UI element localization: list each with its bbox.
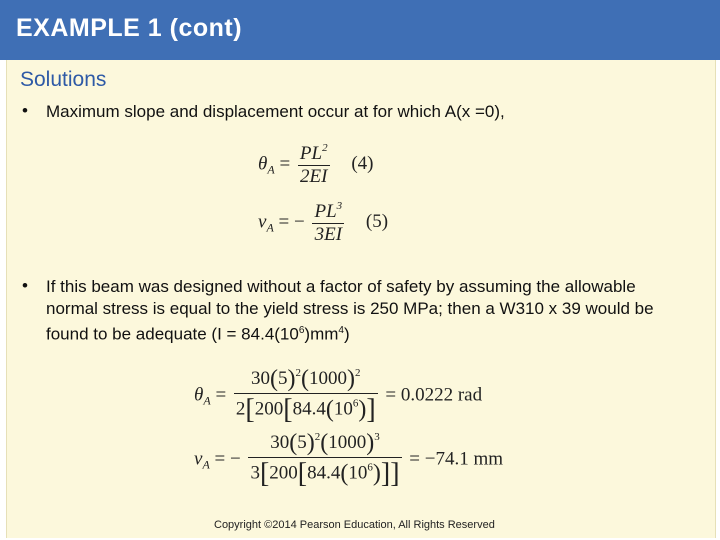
eq-lhs: v bbox=[258, 211, 267, 233]
eq-label: (5) bbox=[365, 211, 389, 233]
eq-label: (4) bbox=[351, 153, 374, 175]
calc-num-a: 30 bbox=[251, 367, 271, 389]
bullet-exponent: 6 bbox=[298, 325, 305, 336]
bullet-text-part: If this beam was designed without a factor of safety by assuming the allowable normal stress is equal to the yield stress is 250 MPa; then a W310 x 39 would be found to be adequate (I = 84.4(10 bbox=[46, 277, 654, 344]
eq-equals: = bbox=[279, 153, 291, 175]
calc-lhs: v bbox=[194, 448, 203, 470]
calc-num-b: 5 bbox=[278, 367, 288, 389]
calc-den-c: 84.4 bbox=[292, 398, 326, 420]
bullet-marker: • bbox=[22, 276, 28, 295]
calc-den-d: 10 bbox=[348, 462, 368, 484]
calc-num-a: 30 bbox=[270, 431, 290, 453]
calc-den-d: 10 bbox=[333, 398, 353, 420]
eq-lhs-sub: A bbox=[267, 162, 275, 177]
calc-num-sup2: 2 bbox=[355, 366, 361, 379]
calc-fraction: $\frac{30(5)^2(1000)^2}{2[200[84.4(10^6)]}$ bbox=[235, 366, 376, 425]
calc-den-b: 200 bbox=[269, 462, 298, 484]
calc-result: = 0.0222 rad bbox=[385, 384, 483, 406]
calc-num-c: 1000 bbox=[309, 367, 348, 389]
eq-equals: = − bbox=[278, 211, 305, 233]
copyright-notice: Copyright ©2014 Pearson Education, All Rights Reserved bbox=[214, 519, 495, 531]
eq-lhs-sub: A bbox=[266, 220, 274, 235]
eq-num-sup: 3 bbox=[336, 200, 343, 212]
calc-fraction: $\frac{30(5)^2(1000)^3}{3[200[84.4(10^6)]]}$ bbox=[250, 430, 400, 489]
calc-num-b: 5 bbox=[297, 431, 307, 453]
equation-5 bbox=[258, 200, 388, 246]
slide-title: EXAMPLE 1 (cont) bbox=[16, 14, 243, 42]
calc-den-sup: 6 bbox=[367, 461, 373, 474]
eq-denominator: 2EI bbox=[300, 166, 328, 187]
calc-den-c: 84.4 bbox=[307, 462, 341, 484]
calc-num-sup1: 2 bbox=[295, 366, 302, 379]
eq-num-sup: 2 bbox=[322, 142, 328, 154]
calc-lhs-sub: A bbox=[202, 457, 210, 472]
calc-lhs: θ bbox=[194, 384, 204, 406]
eq-fraction bbox=[312, 200, 344, 246]
calc-equals: = − bbox=[214, 448, 241, 470]
equation-4 bbox=[258, 142, 374, 188]
calc-equals: = bbox=[215, 384, 227, 406]
section-title: Solutions bbox=[20, 68, 107, 91]
eq-fraction bbox=[298, 142, 330, 188]
calc-num-c: 1000 bbox=[328, 431, 367, 453]
slide-header bbox=[0, 0, 720, 60]
calc-den-a: 3 bbox=[250, 462, 260, 484]
calculation-displacement bbox=[194, 430, 503, 490]
bullet-text-part: )mm bbox=[304, 324, 339, 344]
calc-num-sup2: 3 bbox=[374, 430, 380, 443]
calculation-slope bbox=[194, 366, 482, 426]
calc-num-sup1: 2 bbox=[314, 430, 321, 443]
eq-numerator: PL bbox=[299, 143, 323, 164]
bullet-text: Maximum slope and displacement occur at for which A(x =0), bbox=[46, 102, 505, 121]
calc-den-b: 200 bbox=[254, 398, 284, 420]
calc-den-a: 2 bbox=[235, 398, 246, 420]
calc-lhs-sub: A bbox=[203, 393, 211, 408]
calc-result: = −74.1 mm bbox=[409, 448, 504, 470]
eq-numerator: PL bbox=[314, 201, 337, 222]
bullet-text bbox=[46, 276, 676, 346]
eq-lhs: θ bbox=[258, 153, 268, 175]
bullet-exponent: 4 bbox=[338, 325, 344, 336]
bullet-text-part: ) bbox=[343, 324, 350, 344]
bullet-marker: • bbox=[22, 101, 28, 120]
calc-den-sup: 6 bbox=[352, 397, 359, 410]
eq-denominator: 3EI bbox=[314, 224, 343, 245]
